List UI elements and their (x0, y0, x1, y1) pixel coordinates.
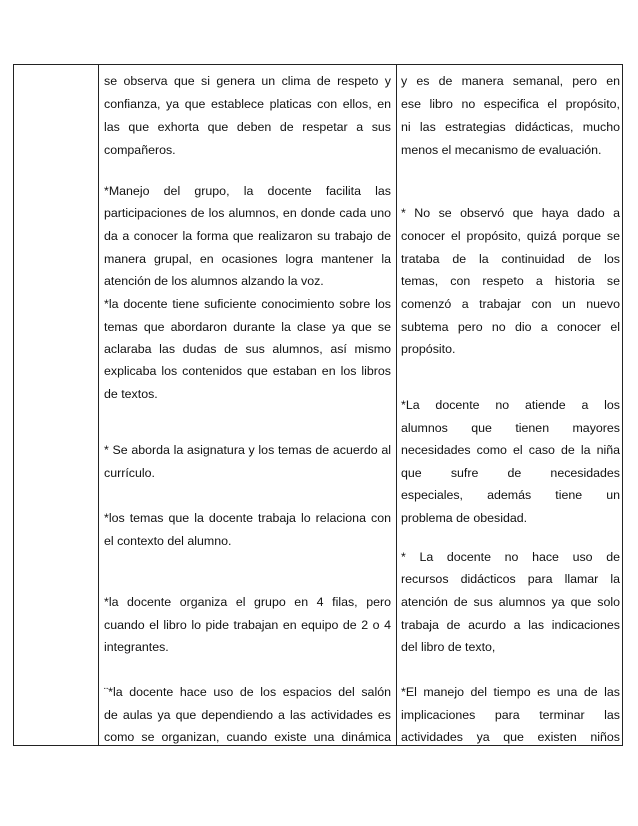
text-line: el contexto del alumno. (104, 534, 232, 548)
text-line: atención de sus alumnos ya que solo (401, 595, 620, 609)
text-line: *Manejo del grupo, la docente facilita las (104, 184, 391, 198)
text-line: se observa que si genera un clima de respeto y (104, 74, 391, 88)
text-line: *La docente no atiende a los (401, 398, 620, 412)
text-line: explicaba los contenidos que estaban en los libros (104, 364, 391, 378)
text-line: trataba de la continuidad de los (401, 252, 620, 266)
text-line: ni las estrategias didácticas, mucho (401, 120, 620, 134)
evaluation-column (397, 65, 623, 745)
text-line: atención de los alumnos alzando la voz. (104, 274, 324, 288)
text-line: da a conocer la forma que realizaron su trabajo de (104, 229, 391, 243)
text-line: que sufre de necesidades (401, 466, 620, 480)
text-line: manera grupal, en ocasiones logra mantener la (104, 252, 391, 266)
text-line: especiales, además tiene un (401, 488, 620, 502)
empty-first-column (14, 65, 98, 745)
text-line: *la docente organiza el grupo en 4 filas, pero (104, 595, 391, 609)
text-line: recursos didácticos para llamar la (401, 572, 620, 586)
text-line: ese libro no especifica el propósito, (401, 97, 620, 111)
text-line: comenzó a trabajar con un nuevo (401, 297, 620, 311)
text-line: currículo. (104, 466, 155, 480)
text-line: de aulas ya que dependiendo a las actividades es (104, 708, 391, 722)
text-line: ¨*la docente hace uso de los espacios del salón (104, 685, 391, 699)
text-line: compañeros. (104, 143, 176, 157)
text-line: aclaraba las dudas de sus alumnos, así mismo (104, 342, 391, 356)
text-line: integrantes. (104, 640, 169, 654)
text-line: participaciones de los alumnos, en donde cada uno (104, 206, 391, 220)
text-line: confianza, ya que establece platicas con ellos, en (104, 97, 391, 111)
text-line: *la docente tiene suficiente conocimiento sobre los (104, 297, 391, 311)
text-line: *El manejo del tiempo es una de las (401, 685, 620, 699)
text-line: y es de manera semanal, pero en (401, 74, 620, 88)
text-line: subtema pero no dio a conocer el (401, 320, 620, 334)
text-line: del libro de texto, (401, 640, 496, 654)
text-line: implicaciones para terminar las (401, 708, 620, 722)
text-line: conocer el propósito, quizá porque se (401, 229, 620, 243)
text-line: temas que abordaron durante la clase ya que se (104, 320, 391, 334)
text-line: alumnos que tienen mayores (401, 421, 620, 435)
text-line: cuando el libro lo pide trabajan en equipo de 2 o 4 (104, 618, 391, 632)
text-line: * Se aborda la asignatura y los temas de acuerdo al (104, 443, 391, 457)
text-line: actividades ya que existen niños (401, 730, 620, 744)
text-line: de textos. (104, 387, 158, 401)
text-line: * La docente no hace uso de (401, 550, 620, 564)
text-line: *los temas que la docente trabaja lo relaciona con (104, 511, 391, 525)
text-line: las que exhorta que deben de respetar a sus (104, 120, 391, 134)
text-line: problema de obesidad. (401, 511, 528, 525)
text-line: trabaja de acurdo a las indicaciones (401, 618, 620, 632)
observation-table (13, 64, 623, 746)
text-line: propósito. (401, 342, 456, 356)
text-line: * No se observó que haya dado a (401, 206, 620, 220)
observations-column (99, 65, 396, 745)
text-line: temas, con respeto a historia se (401, 274, 620, 288)
text-line: menos el mecanismo de evaluación. (401, 143, 602, 157)
text-line: como se organizan, cuando existe una dinámica (104, 730, 391, 744)
text-line: necesidades como el caso de la niña (401, 443, 620, 457)
